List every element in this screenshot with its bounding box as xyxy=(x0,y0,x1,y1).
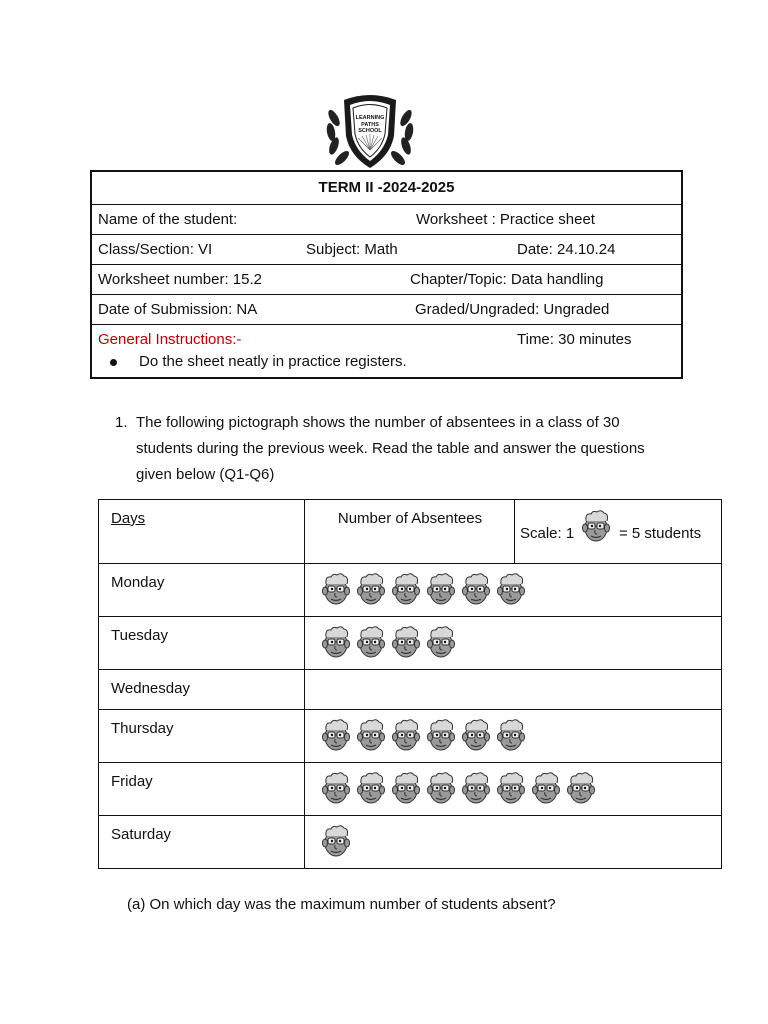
worksheet-header-table xyxy=(90,170,683,379)
day-label: Thursday xyxy=(99,710,305,763)
cartoon-face-icon xyxy=(426,572,456,606)
bullet-icon xyxy=(110,359,117,366)
instruction-text: Do the sheet neatly in practice registers. xyxy=(139,353,407,370)
day-label: Wednesday xyxy=(99,670,305,710)
pictograph-header-row xyxy=(99,500,722,564)
question-1 xyxy=(115,410,675,488)
cartoon-face-icon xyxy=(356,718,386,752)
cartoon-face-icon xyxy=(321,572,351,606)
cartoon-face-icon xyxy=(391,771,421,805)
cartoon-face-icon xyxy=(321,718,351,752)
term-title: TERM II -2024-2025 xyxy=(318,179,455,196)
graded-status: Graded/Ungraded: Ungraded xyxy=(415,301,610,318)
cartoon-face-icon xyxy=(356,572,386,606)
icon-cell xyxy=(305,617,722,670)
table-row xyxy=(99,816,722,869)
icon-cell xyxy=(305,763,722,816)
header-row-number xyxy=(92,264,681,294)
cartoon-face-icon xyxy=(566,771,596,805)
cartoon-face-icon xyxy=(321,771,351,805)
scale-prefix: Scale: 1 xyxy=(520,525,575,542)
table-row xyxy=(99,710,722,763)
day-label: Saturday xyxy=(99,816,305,869)
scale-suffix: = 5 students xyxy=(619,525,702,542)
pictograph-table xyxy=(98,499,722,869)
cartoon-face-icon xyxy=(496,718,526,752)
cartoon-face-icon xyxy=(461,718,491,752)
cartoon-face-icon xyxy=(426,718,456,752)
cartoon-face-icon xyxy=(496,771,526,805)
cartoon-face-icon xyxy=(496,572,526,606)
subject: Subject: Math xyxy=(306,241,398,258)
icon-cell xyxy=(305,710,722,763)
general-instructions-label: General Instructions:- xyxy=(98,331,242,348)
worksheet-type: Worksheet : Practice sheet xyxy=(416,211,595,228)
icon-cell xyxy=(305,564,722,617)
table-row xyxy=(99,763,722,816)
cartoon-face-icon xyxy=(391,572,421,606)
scale-face-icon xyxy=(581,509,611,543)
header-row-class xyxy=(92,234,681,264)
column-header-number: Number of Absentees xyxy=(305,500,515,564)
icon-cell xyxy=(305,670,722,710)
cartoon-face-icon xyxy=(391,718,421,752)
cartoon-face-icon xyxy=(461,572,491,606)
cartoon-face-icon xyxy=(531,771,561,805)
instruction-item xyxy=(110,353,407,370)
table-row xyxy=(99,564,722,617)
cartoon-face-icon xyxy=(321,625,351,659)
cartoon-face-icon xyxy=(426,771,456,805)
time-limit: Time: 30 minutes xyxy=(517,331,632,348)
table-row xyxy=(99,670,722,710)
school-logo xyxy=(322,88,418,172)
column-header-days: Days xyxy=(99,500,305,564)
icon-cell xyxy=(305,816,722,869)
cartoon-face-icon xyxy=(461,771,491,805)
class-section: Class/Section: VI xyxy=(98,241,213,258)
cartoon-face-icon xyxy=(426,625,456,659)
question-number: 1. xyxy=(115,414,128,431)
chapter-topic: Chapter/Topic: Data handling xyxy=(410,271,604,288)
header-row-instructions xyxy=(92,324,681,377)
header-row-name xyxy=(92,204,681,234)
day-label: Friday xyxy=(99,763,305,816)
header-row-submission xyxy=(92,294,681,324)
day-label: Monday xyxy=(99,564,305,617)
subquestion-a: (a) On which day was the maximum number of students absent? xyxy=(127,896,556,913)
day-label: Tuesday xyxy=(99,617,305,670)
table-row xyxy=(99,617,722,670)
question-text: The following pictograph shows the number of absentees in a class of 30 students during the previous week. Read the table and answer the questions given below (Q1-Q6) xyxy=(136,414,645,483)
student-name-label: Name of the student: xyxy=(98,211,238,228)
date: Date: 24.10.24 xyxy=(517,241,616,258)
cartoon-face-icon xyxy=(356,625,386,659)
cartoon-face-icon xyxy=(356,771,386,805)
scale-cell xyxy=(515,500,722,564)
logo-text: LEARNING PATHS SCHOOL xyxy=(355,115,385,134)
submission-date: Date of Submission: NA xyxy=(98,301,258,318)
cartoon-face-icon xyxy=(321,824,351,858)
cartoon-face-icon xyxy=(391,625,421,659)
worksheet-number: Worksheet number: 15.2 xyxy=(98,271,262,288)
